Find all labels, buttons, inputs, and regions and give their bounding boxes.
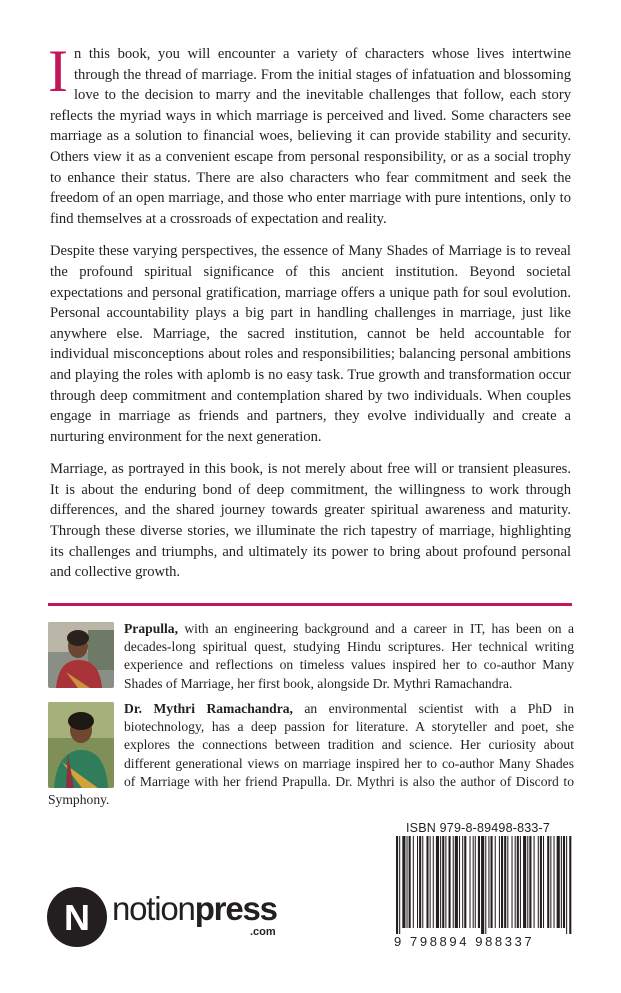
author-bio: an environmental scientist with a PhD in biotechnology, has a deep passion for literature. A storyteller and poet, she explores the connections between tradition and science. Her curiosity about different generational views on marriage inspired her to co-author Many Shades of Marriage with her friend Prapulla. Dr. Mythri is also the author of Discord to Symphony. [48,701,574,808]
barcode-bar [413,836,414,928]
barcode-bar [491,836,493,928]
author-photo-prapulla [48,622,114,688]
barcode-bar [507,836,508,928]
barcode-bar [543,836,544,928]
barcode-bar [478,836,480,928]
barcode-bar [409,836,411,928]
barcode-bar [515,836,516,928]
barcode-bar [417,836,418,928]
barcode-bar [554,836,555,928]
barcode-bar [569,836,571,934]
barcode-bar [523,836,526,928]
blurb-paragraph-1-text: n this book, you will encounter a variety of characters whose lives intertwine through the thread of marriage. From the initial stages of infatuation and blossoming love to the decision to marry and the inevitable challenges that follow, each story reflects the myriad ways in which marriage is perceived and lived. Some characters see marriage as a solution to financial woes, believing it can provide stability and security. Others view it as a convenient escape from personal responsibility, or as a social trophy to enhance their status. There are also characters who fear commitment and seek the freedom of an open marriage, and those who enter marriage with pure intentions, only to find themselves at a crossroads of expectation and reality. [50,46,571,227]
barcode-bar [504,836,506,928]
barcode-bar [485,836,486,934]
barcode-bar [442,836,444,928]
barcode-bar [445,836,446,928]
barcode-bar [520,836,521,928]
barcode-bar [540,836,542,928]
barcode-bar [547,836,549,928]
barcode-bar [470,836,471,928]
barcode-bar [459,836,460,928]
barcode-bar [449,836,451,928]
barcode-digits: 9 798894 988337 [394,934,535,949]
barcode-bar [407,836,408,928]
barcode-bar [396,836,398,934]
author-photo-mythri [48,702,114,788]
barcode-bar [563,836,565,928]
barcode-bar [473,836,474,928]
isbn-barcode [392,836,574,934]
barcode-bar [475,836,476,928]
barcode-bar [501,836,503,928]
barcode-bar [512,836,513,928]
author-name: Prapulla, [124,621,179,636]
author-bio-prapulla [48,620,574,693]
barcode-bar [566,836,567,934]
author-name: Dr. Mythri Ramachandra, [124,701,293,716]
barcode-bar [464,836,466,928]
barcode-bar [495,836,496,928]
barcode-bar [527,836,528,928]
barcode-bar [534,836,535,928]
author-bio-mythri [48,700,574,809]
barcode-bar [517,836,519,928]
barcode-bar [440,836,441,928]
barcode-bar [538,836,539,928]
barcode-bar [561,836,562,928]
blurb-paragraph-3: Marriage, as portrayed in this book, is not merely about free will or transient pleasures. It is about the enduring bond of deep commitment, the willingness to work through differences, and the shared journey towards greater spiritual awareness and maturity. Through these diverse stories, we illuminate the rich tapestry of marriage, highlighting its challenges and triumphs, and ultimately its power to bring about profound personal and collective growth. [50,461,571,581]
publisher-domain: .com [250,926,276,938]
barcode-bar [499,836,500,928]
barcode-bar [422,836,423,928]
barcode-bar [455,836,458,928]
barcode-bar [529,836,531,928]
barcode-bar [481,836,484,934]
publisher-name-bold: press [194,890,277,927]
barcode-bar [462,836,463,928]
barcode-bar [453,836,454,928]
drop-cap: I [48,38,68,104]
barcode-bar [426,836,428,928]
barcode-bar [550,836,551,928]
author-bio: with an engineering background and a career in IT, has been on a decades-long spiritual quest, studying Hindu scriptures. Her technical writing experience and reflections on timeless values inspired her to co-author Many Shades of Marriage, her first book, alongside Dr. Mythri Ramachandra. [124,621,574,691]
barcode-bar [436,836,439,928]
barcode-bar [399,836,400,934]
notionpress-logo-icon [46,886,108,948]
barcode-bar [433,836,434,928]
publisher-name-light: notion [112,890,195,927]
blurb-paragraph-2: Despite these varying perspectives, the essence of Many Shades of Marriage is to reveal the profound spiritual significance of this ancient institution. Beyond societal expectations and personal gratification, marriage offers a unique path for soul evolution. Personal accountability plays a big part in handling challenges in marriage, just like anywhere else. Marriage, the sacred institution, cannot be held accountable for individual misconceptions about roles and responsibilities; balancing personal ambitions and playing the roles with aplomb is no easy task. True growth and transformation occur through deep commitment and contemplation shared by two individuals. When couples engage in marriage as friends and partners, they evolve individually and create a nurturing environment for the next generation. [50,243,571,445]
barcode-bar [402,836,405,928]
logo-letter: N [64,897,90,938]
publisher-name [112,890,277,928]
barcode-bar [419,836,421,928]
isbn-label: ISBN 979-8-89498-833-7 [406,821,551,835]
blurb-paragraph-1 [48,38,571,229]
barcode-bar [430,836,431,928]
barcode-bar [488,836,489,928]
publisher-logo [46,886,326,950]
barcode-bar [557,836,560,928]
back-cover-blurb [48,38,571,595]
section-divider [48,603,572,606]
